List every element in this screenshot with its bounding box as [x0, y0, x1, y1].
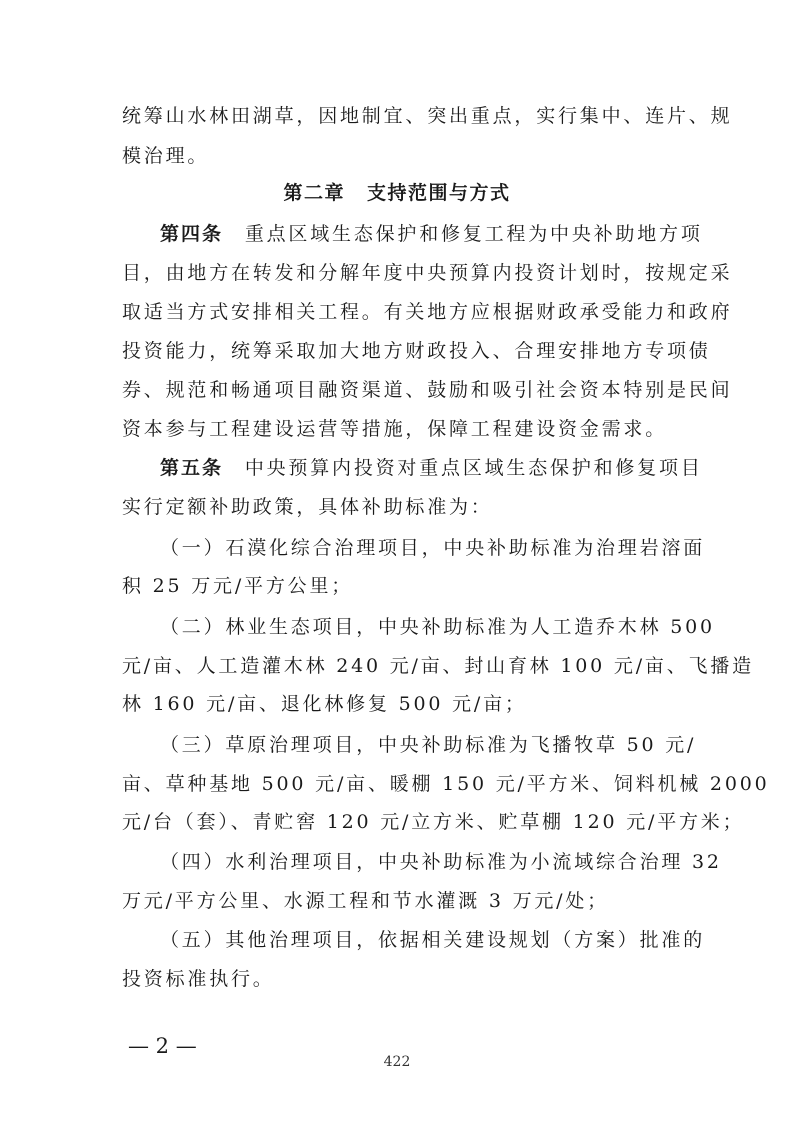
text-line: 投资标准执行。 — [122, 968, 275, 990]
text-line: 实行定额补助政策，具体补助标准为： — [122, 496, 493, 518]
text-line: 资本参与工程建设运营等措施，保障工程建设资金需求。 — [122, 418, 668, 440]
article-5-first-line — [160, 448, 703, 488]
article-4-first-line — [160, 214, 703, 254]
text-line: 统筹山水林田湖草，因地制宜、突出重点，实行集中、连片、规 — [122, 105, 733, 127]
text-line: 万元/平方公里、水源工程和节水灌溉 3 万元/处； — [122, 890, 609, 912]
text-line: 元/亩、人工造灌木林 240 元/亩、封山育林 100 元/亩、飞播造 — [122, 655, 754, 677]
text-line: 积 25 万元/平方公里； — [122, 575, 354, 597]
text-line: 元/台（套）、青贮窖 120 元/立方米、贮草棚 120 元/平方米； — [122, 811, 745, 833]
list-item: （三）草原治理项目，中央补助标准为飞播牧草 50 元/ — [160, 734, 697, 756]
page-number: — 2 — — [128, 1034, 197, 1058]
list-item: （五）其他治理项目，依据相关建设规划（方案）批准的 — [160, 929, 706, 951]
text-line: 投资能力，统筹采取加大地方财政投入、合理安排地方专项债 — [122, 340, 711, 362]
chapter-title: 支持范围与方式 — [367, 182, 511, 204]
list-item: （二）林业生态项目，中央补助标准为人工造乔木林 500 — [160, 616, 715, 638]
article-4-text: 重点区域生态保护和修复工程为中央补助地方项 — [244, 223, 703, 245]
text-line: 模治理。 — [122, 145, 210, 167]
text-line: 亩、草种基地 500 元/亩、暖棚 150 元/平方米、饲料机械 2000 — [122, 773, 770, 795]
article-4-label: 第四条 — [160, 223, 224, 245]
list-item: （四）水利治理项目，中央补助标准为小流域综合治理 32 — [160, 851, 722, 873]
text-line: 林 160 元/亩、退化林修复 500 元/亩； — [122, 693, 527, 715]
text-line: 取适当方式安排相关工程。有关地方应根据财政承受能力和政府 — [122, 301, 733, 323]
article-5-label: 第五条 — [160, 457, 224, 479]
list-item: （一）石漠化综合治理项目，中央补助标准为治理岩溶面 — [160, 537, 706, 559]
chapter-heading — [0, 173, 794, 213]
text-line: 券、规范和畅通项目融资渠道、鼓励和吸引社会资本特别是民间 — [122, 379, 733, 401]
chapter-number: 第二章 — [283, 182, 345, 204]
article-5-text: 中央预算内投资对重点区域生态保护和修复项目 — [244, 457, 703, 479]
text-line: 目，由地方在转发和分解年度中央预算内投资计划时，按规定采 — [122, 262, 733, 284]
print-page-number: 422 — [383, 1054, 411, 1070]
